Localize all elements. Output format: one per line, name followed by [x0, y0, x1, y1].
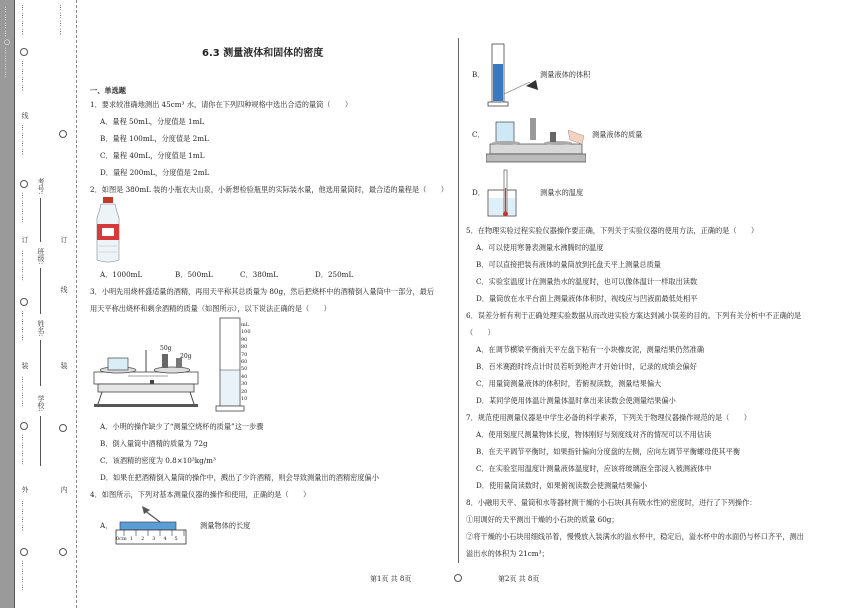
- field-class: 班级:: [37, 248, 45, 265]
- outer-label-out: 外: [21, 486, 29, 493]
- question-6-line-1: 6．误差分析有利于正确处理实验数据从而改进实验方案达到减小误差的目的。下列有关分析中不正确的是: [466, 311, 802, 320]
- seal-dots-9: …………: [20, 500, 28, 532]
- cylinder-tick-label: 30: [241, 381, 248, 388]
- seal-dots-10: …………: [20, 560, 28, 592]
- column-divider: [458, 38, 459, 563]
- seal-circle-icon: [20, 180, 28, 188]
- q6-option-c: C．用量筒测量液体的体积时，若俯视读数，测量结果偏大: [476, 379, 662, 388]
- seal-circle-icon: [20, 422, 28, 430]
- q4-option-a-label: A．: [100, 521, 113, 530]
- q4-option-c-caption: 测量液体的质量: [592, 130, 643, 139]
- cylinder-tick-label: 80: [241, 344, 248, 351]
- seal-circle-icon: [20, 298, 28, 306]
- q6-option-a: A．在调节横梁平衡前天平左盘下粘有一小块橡皮泥，测量结果仍然准确: [476, 345, 705, 354]
- question-1: 1．要求较准确地测出 45cm³ 水，请你在下列四种规格中选出合适的量筒（ ）: [90, 100, 353, 109]
- water-bottle-image: [90, 196, 126, 264]
- q5-option-b: B．可以直接把装有液体的量筒放到托盘天平上测量总质量: [476, 260, 661, 269]
- question-4: 4．如图所示，下列对基本测量仪器的操作和使用，正确的是（ ）: [90, 490, 311, 499]
- seal-dots-1: …………: [20, 4, 28, 36]
- ruler-tick-label: 0cm: [116, 536, 127, 542]
- q1-option-d: D．量程 200mL，分度值是 2mL: [100, 168, 210, 177]
- q3-option-a: A．小明的操作缺少了“测量空烧杯的质量”这一步骤: [100, 422, 264, 431]
- seal-circle-icon: [20, 48, 28, 56]
- cylinder-tick-label: 100: [241, 329, 251, 336]
- seal-dots-8: …………: [20, 434, 28, 466]
- ruler-tick-label: 2: [141, 536, 145, 542]
- cylinder-tick-label: 90: [241, 336, 248, 343]
- q4-option-c-label: C．: [472, 130, 485, 139]
- field-class-line[interactable]: [40, 268, 41, 314]
- q5-option-a: A．可以使用寒暑表测量水沸腾时的温度: [476, 243, 604, 252]
- q7-option-d: D．使用量筒读数时，如果俯视读数会使测量结果偏小: [476, 481, 648, 490]
- inner-label-in: 内: [60, 486, 68, 493]
- ruler-scale: [116, 536, 178, 542]
- cylinder-tick-label: 50: [241, 366, 248, 373]
- q8-step-2-line-1: ②将干燥的小石块用细线吊着，慢慢放入装满水的溢水杯中，稳定后，溢水杯中的水面仍与杯口齐平，测出: [466, 532, 804, 541]
- balance-beaker-figure: [486, 112, 586, 166]
- outer-dots: …………○…………: [3, 6, 11, 79]
- ruler-tick-label: 5: [174, 536, 178, 542]
- seal-circle-icon: [59, 424, 67, 432]
- q4-option-d-caption: 测量水的温度: [540, 188, 584, 197]
- q1-option-b: B．量程 100mL，分度值是 2mL: [100, 134, 209, 143]
- inner-label-pack: 装: [60, 362, 68, 369]
- cylinder-tick-label: mL: [241, 322, 250, 328]
- ruler-tick-label: 3: [152, 536, 156, 542]
- question-3-line-2: 用天平称出烧杯和剩余酒精的质量（如图所示），以下说法正确的是（ ）: [90, 304, 331, 313]
- ruler-tick-label: 4: [163, 536, 167, 542]
- binding-strip: [0, 0, 14, 608]
- q8-step-2-line-2: 溢出水的体积为 21cm³；: [466, 549, 549, 558]
- cylinder-tick-label: 60: [241, 359, 248, 366]
- seal-circle-icon: [59, 548, 67, 556]
- q7-option-a: A．使用刻度尺测量物体长度，物体刚好与刻度线对齐的情况可以不用估读: [476, 430, 712, 439]
- seal-dots-6: …………: [20, 310, 28, 342]
- q2-option-a: A．1000mL: [100, 270, 143, 279]
- outer-label-bind: 订: [21, 236, 29, 243]
- seal-circle-icon: [59, 130, 67, 138]
- q2-option-c: C．380mL: [240, 270, 278, 279]
- seal-dots-4: …………: [20, 192, 28, 224]
- seal-dots-7: …………: [20, 376, 28, 408]
- q3-option-b: B．倒入量筒中酒精的质量为 72g: [100, 439, 208, 448]
- page-number-left: 第1页 共 8页: [370, 575, 412, 583]
- cylinder-tick-label: 70: [241, 351, 248, 358]
- cylinder-scale: [241, 322, 251, 403]
- page-number-right: 第2页 共 8页: [498, 575, 540, 583]
- q2-option-d: D．250mL: [315, 270, 354, 279]
- balance-scale-figure: [88, 340, 200, 410]
- question-2: 2．如图是 380mL 装的小瓶农夫山泉，小新想检验瓶里的实际装水量，他选用量筒时，最合适的量程是（ ）: [90, 185, 448, 194]
- page-title: 6.3 测量液体和固体的密度: [202, 48, 324, 59]
- section-heading: 一、单选题: [90, 86, 126, 95]
- question-3-line-1: 3．小明先用烧杯盛适量的酒精，再用天平称其总质量为 80g，然后把烧杯中的酒精倒入量筒中一部分，最后: [90, 287, 435, 296]
- question-7: 7．规范使用测量仪器是中学生必备的科学素养，下列关于物理仪器操作规范的是（ ）: [466, 413, 751, 422]
- outer-label-pack: 装: [21, 362, 29, 369]
- field-name: 姓名:: [37, 320, 45, 337]
- weight-label-20g: 20g: [180, 353, 192, 360]
- seal-dots-3: …………: [20, 124, 28, 156]
- outer-label-line: 线: [21, 112, 29, 119]
- field-id: 考号:: [37, 178, 45, 195]
- q6-option-d: D．某同学使用体温计测量体温时拿出来读数会使测量结果偏小: [476, 396, 676, 405]
- field-school-line[interactable]: [40, 416, 41, 466]
- q7-option-b: B．在天平调节平衡时，如果指针偏向分度盘的左侧，应向左调节平衡螺母使其平衡: [476, 447, 741, 456]
- inner-label-line: 线: [60, 286, 68, 293]
- q6-option-b: B．百米赛跑时终点计时员若听到枪声才开始计时，记录的成绩会偏好: [476, 362, 697, 371]
- q2-option-b: B．500mL: [175, 270, 213, 279]
- q4-option-b-label: B．: [472, 70, 485, 79]
- measuring-cylinder-figure: [486, 38, 542, 108]
- seal-circle-icon: [20, 548, 28, 556]
- q8-step-1: ①用调好的天平测出干燥的小石块的质量 60g；: [466, 515, 619, 524]
- seal-dots-5: …………: [20, 250, 28, 282]
- field-school: 学校:: [37, 395, 45, 412]
- question-6-line-2: （ ）: [466, 328, 495, 337]
- cylinder-tick-label: 10: [241, 396, 248, 403]
- q1-option-c: C．量程 40mL，分度值是 1mL: [100, 151, 205, 160]
- question-8: 8．小融用天平、量筒和水等器材测干燥的小石块(具有吸水性)的密度时，进行了下列操作：: [466, 498, 757, 507]
- q4-option-a-caption: 测量物体的长度: [200, 521, 251, 530]
- inner-label-bind: 订: [60, 236, 68, 243]
- seal-dots-2: …………: [20, 60, 28, 92]
- inner-dots-1: …………: [58, 4, 66, 36]
- q7-option-c: C．在实验室用温度计测量液体温度时，应该将玻璃泡全部浸入被测液体中: [476, 464, 712, 473]
- q4-option-b-caption: 测量液体的体积: [540, 70, 591, 79]
- q4-option-d-label: D．: [472, 188, 485, 197]
- field-id-line[interactable]: [40, 198, 41, 242]
- cylinder-tick-label: 40: [241, 373, 248, 380]
- q5-option-c: C．实验室温度计在测量热水的温度时，也可以像体温计一样取出读数: [476, 277, 698, 286]
- field-name-line[interactable]: [40, 340, 41, 386]
- question-5: 5．在物理实验过程实验仪器操作要正确，下列关于实验仪器的使用方法，正确的是（ ）: [466, 226, 759, 235]
- cylinder-tick-label: 20: [241, 388, 248, 395]
- q5-option-d: D．量筒放在水平台面上测量液体体积时，视线应与凹液面最低处相平: [476, 294, 698, 303]
- ruler-tick-label: 1: [129, 536, 134, 542]
- cut-line: [76, 0, 78, 608]
- thermometer-beaker-figure: [484, 168, 524, 220]
- q3-option-c: C．该酒精的密度为 0.8×10³kg/m³: [100, 456, 216, 465]
- weight-label-50g: 50g: [160, 345, 172, 352]
- binding-edge: [14, 0, 15, 608]
- q1-option-a: A．量程 50mL，分度值是 1mL: [100, 117, 205, 126]
- footer-circle-icon: [454, 574, 462, 582]
- q3-option-d: D．如果在把酒精倒入量筒的操作中，溅出了少许酒精，则会导致测量出的酒精密度偏小: [100, 473, 379, 482]
